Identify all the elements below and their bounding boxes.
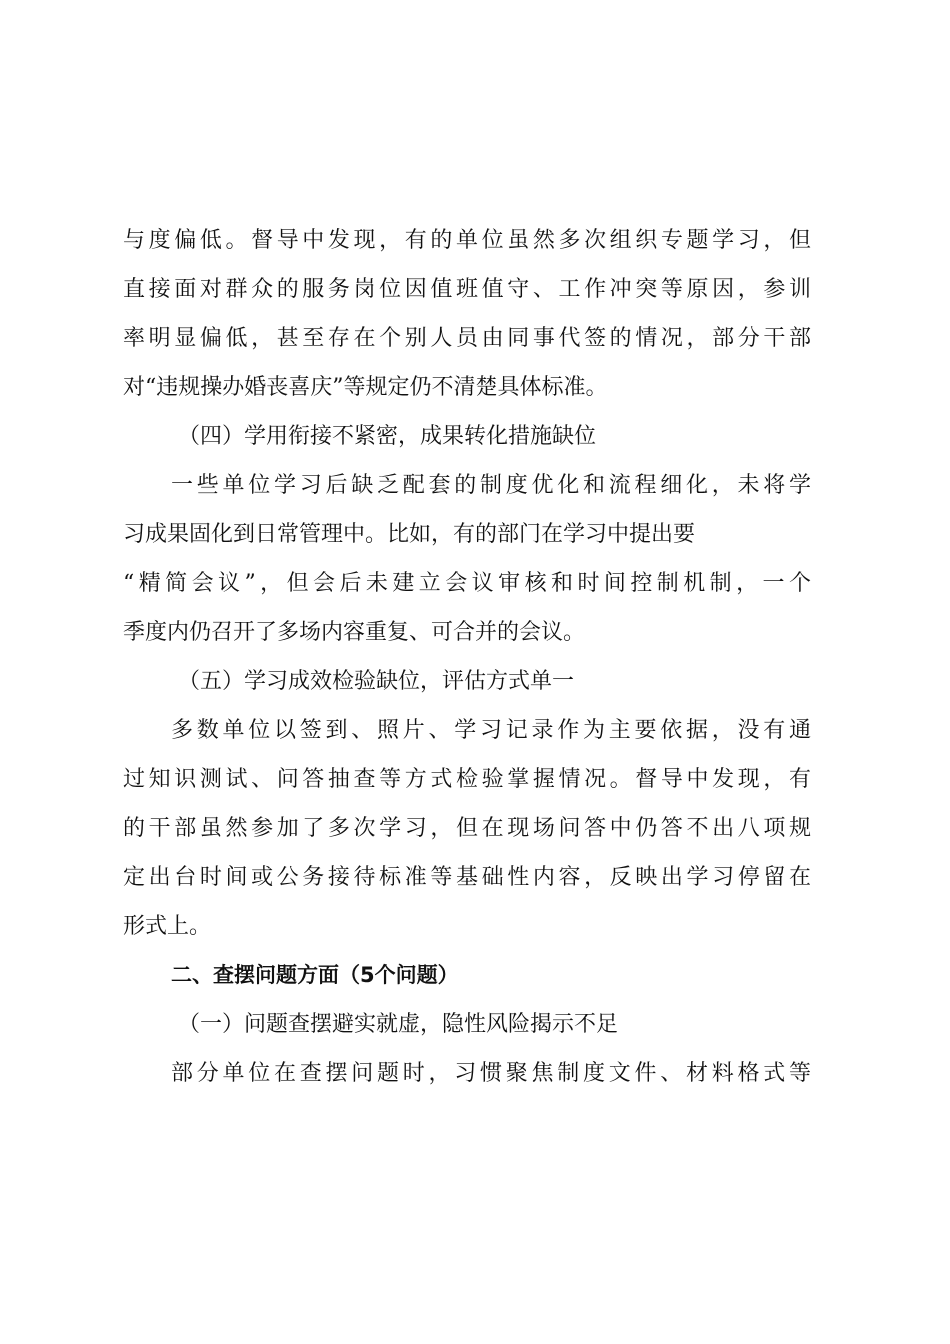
body-text-line: 习成果固化到日常管理中。比如，有的部门在学习中提出要 xyxy=(123,522,696,547)
body-text-line: 定出台时间或公务接待标准等基础性内容，反映出学习停留在 xyxy=(123,865,811,890)
body-text-line: 一些单位学习后缺乏配套的制度优化和流程细化，未将学 xyxy=(171,473,811,498)
document-page xyxy=(123,216,811,1098)
body-text-line: 形式上。 xyxy=(123,914,212,939)
body-text-line: 季度内仍召开了多场内容重复、可合并的会议。 xyxy=(123,620,586,645)
body-text-line: 多数单位以签到、照片、学习记录作为主要依据，没有通 xyxy=(171,718,811,743)
body-text-line: 过知识测试、问答抽查等方式检验掌握情况。督导中发现，有 xyxy=(123,767,811,792)
body-text-line: 直接面对群众的服务岗位因值班值守、工作冲突等原因，参训 xyxy=(123,277,811,302)
section-subheading: （一）问题查摆避实就虚，隐性风险揭示不足 xyxy=(178,1012,619,1037)
body-text-line: 的干部虽然参加了多次学习，但在现场问答中仍答不出八项规 xyxy=(123,816,811,841)
section-subheading: （五）学习成效检验缺位，评估方式单一 xyxy=(178,669,575,694)
section-subheading: （四）学用衔接不紧密，成果转化措施缺位 xyxy=(178,424,597,449)
body-text-line: “精简会议”，但会后未建立会议审核和时间控制机制，一个 xyxy=(123,571,811,596)
body-text-line: 与度偏低。督导中发现，有的单位虽然多次组织专题学习，但 xyxy=(123,228,811,253)
section-heading: 二、查摆问题方面（5个问题） xyxy=(171,963,459,987)
body-text-line: 率明显偏低，甚至存在个别人员由同事代签的情况，部分干部 xyxy=(123,326,811,351)
body-text-line: 部分单位在查摆问题时，习惯聚焦制度文件、材料格式等 xyxy=(171,1061,811,1086)
body-text-line: 对“违规操办婚丧喜庆”等规定仍不清楚具体标准。 xyxy=(123,375,608,400)
